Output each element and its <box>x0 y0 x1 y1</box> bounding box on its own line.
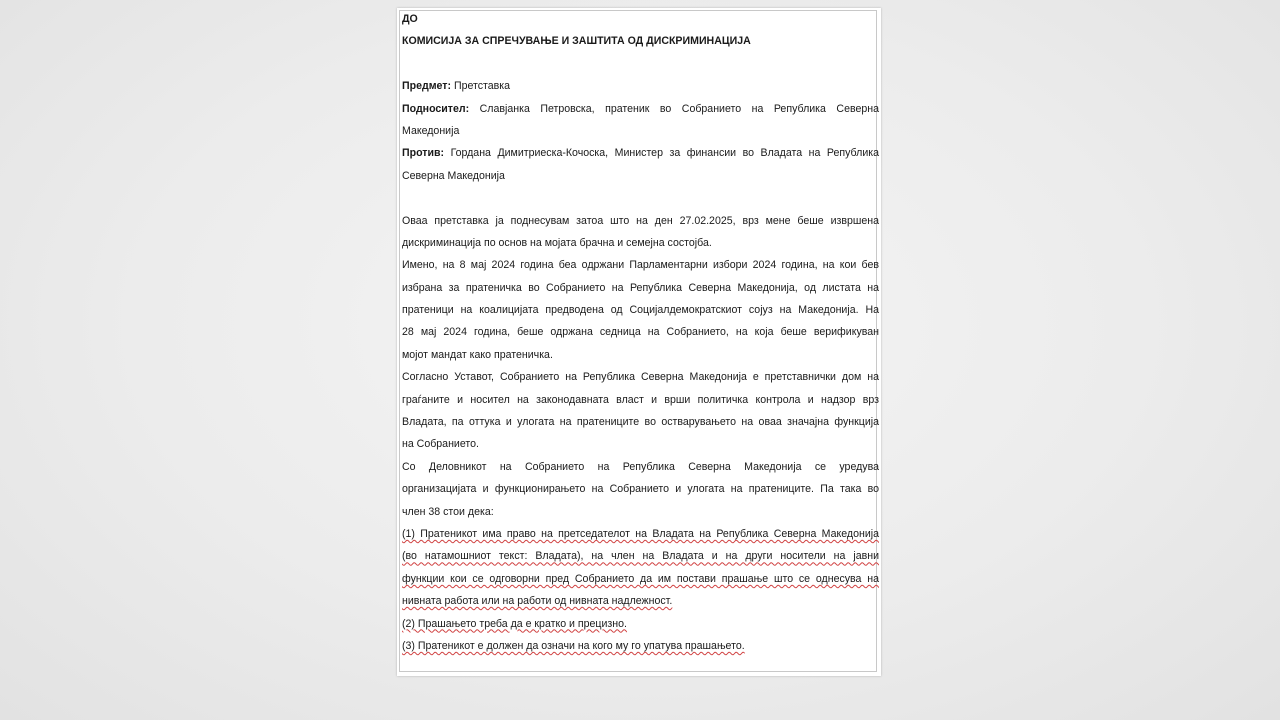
body-line: мојот мандат како пратеничка. <box>402 348 553 361</box>
against-label: Против: <box>402 147 445 160</box>
body-line: граѓаните и носител на законодавната власт и врши политичка контрола и надзор врз <box>402 393 879 406</box>
blank-line <box>402 187 879 209</box>
subject-label: Предмет: <box>402 80 452 93</box>
document-page <box>397 8 881 676</box>
subject-line <box>402 75 879 97</box>
body-line: 28 мај 2024 година, беше одржана седница на Собранието, на која беше верификуван <box>402 326 879 339</box>
submitter-line-2: Македонија <box>402 124 460 137</box>
quoted-article-line: нивната работа или на работи од нивната надлежност. <box>402 595 673 608</box>
quoted-article-line: (3) Пратеникот е должен да означи на кого му го упатува прашањето. <box>402 639 745 652</box>
body-line: организацијата и функционирањето на Собранието и улогата на пратениците. Па така во <box>402 483 879 496</box>
submitter-label: Подносител: <box>402 102 470 115</box>
body-line: на Собранието. <box>402 438 479 451</box>
quoted-article-line: функции кои се одговорни пред Собранието да им постави прашање што се однесува на <box>402 572 879 585</box>
body-line: Со Деловникот на Собранието на Република Северна Македонија се уредува <box>402 460 879 473</box>
against-line <box>402 142 879 164</box>
body-line: Имено, на 8 мај 2024 година беа одржани Парламентарни избори 2024 година, на кои бев <box>402 259 879 272</box>
body-line: член 38 стои дека: <box>402 505 494 518</box>
subject-value: Претставка <box>453 80 511 93</box>
body-line: дискриминација по основ на мојата брачна и семејна состојба. <box>402 236 712 249</box>
blank-line <box>402 53 879 75</box>
submitter-value: Славјанка Петровска, пратеник во Собранието на Република Северна <box>479 102 879 115</box>
quoted-article-line: (во натамошниот текст: Владата), на член на Владата и на други носители на јавни <box>402 550 879 563</box>
addressee-to: ДО <box>402 13 418 25</box>
quoted-article-line: (2) Прашањето треба да е кратко и прецизно. <box>402 617 627 630</box>
body-line: Оваа претставка ја поднесувам затоа што на ден 27.02.2025, врз мене беше извршена <box>402 214 879 227</box>
body-line: пратеници на коалицијата предводена од Социјалдемократскиот сојуз на Македонија. На <box>402 304 879 317</box>
submitter-line <box>402 98 879 120</box>
against-line-2: Северна Македонија <box>402 169 505 182</box>
quoted-article-line: (1) Пратеникот има право на претседателот на Владата на Република Северна Македонија <box>402 527 879 540</box>
body-line: Владата, па оттука и улогата на пратениците во остварувањето на оваа значајна функција <box>402 416 879 429</box>
body-line: избрана за пратеничка во Собранието на Република Северна Македонија, од листата на <box>402 281 879 294</box>
addressee-recipient: КОМИСИЈА ЗА СПРЕЧУВАЊЕ И ЗАШТИТА ОД ДИСКРИМИНАЦИЈА <box>402 35 751 48</box>
body-line: Согласно Уставот, Собранието на Република Северна Македонија е претставнички дом на <box>402 371 879 384</box>
document-content <box>402 8 879 657</box>
against-value: Гордана Димитриеска-Кочоска, Министер за финансии во Владата на Република <box>450 147 879 160</box>
